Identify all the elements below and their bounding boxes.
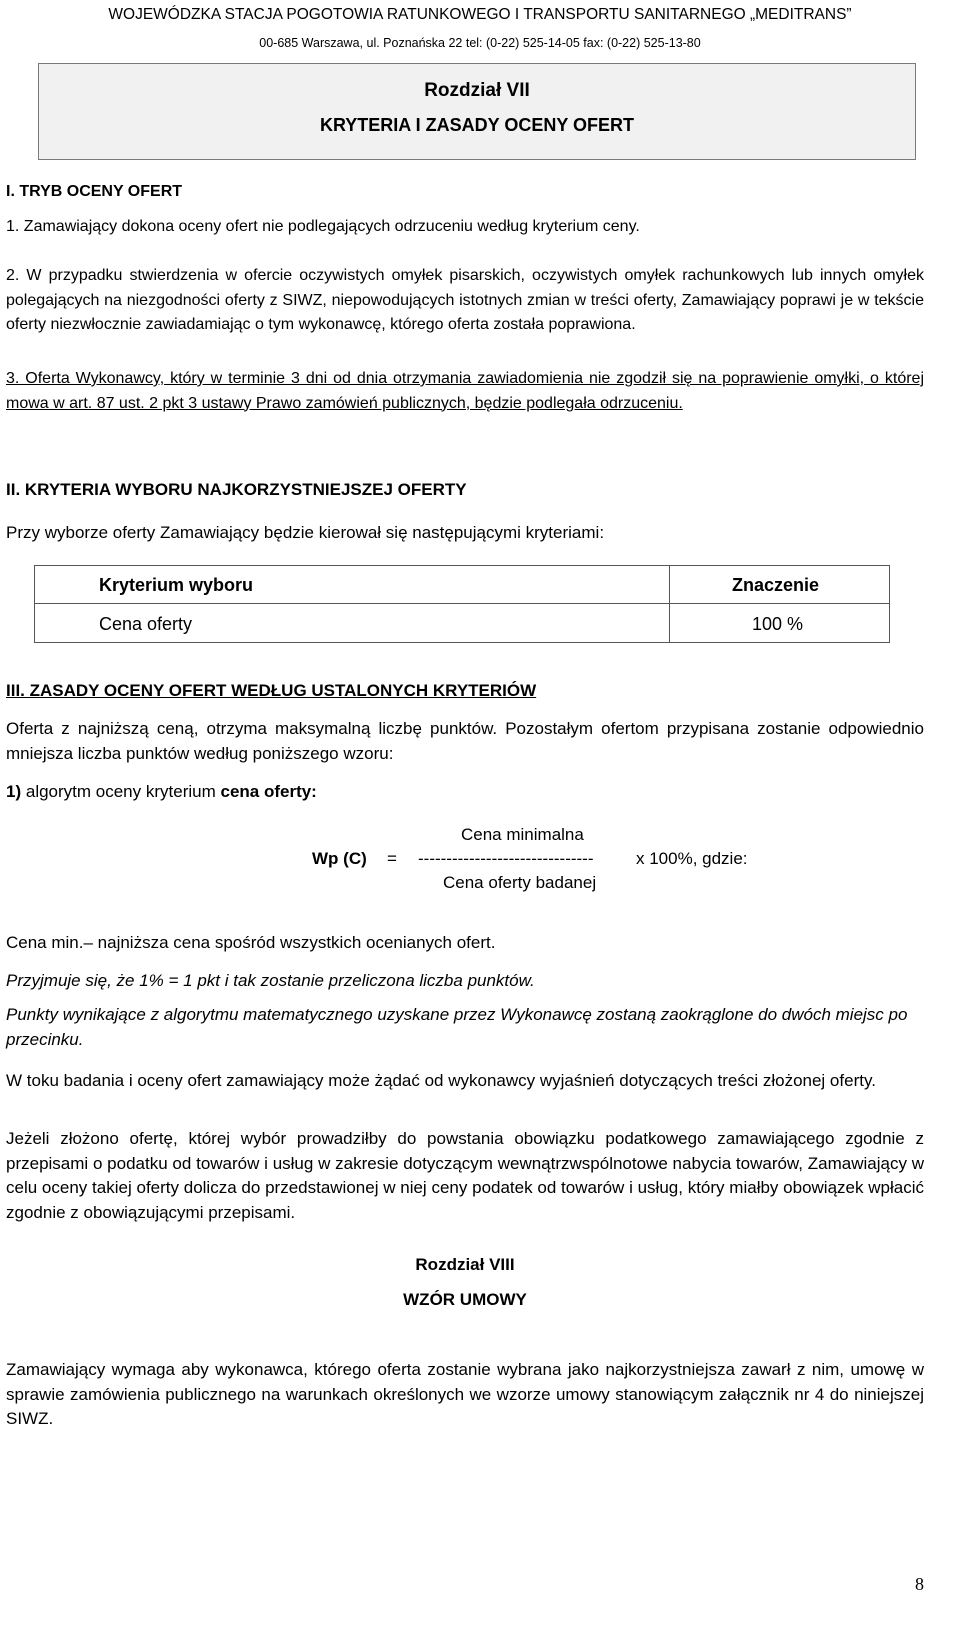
table-row-divider bbox=[35, 603, 889, 604]
header-address: 00-685 Warszawa, ul. Poznańska 22 tel: (0-22) 525-14-05 fax: (0-22) 525-13-80 bbox=[259, 36, 701, 50]
formula-fraction-line: ------------------------------- bbox=[418, 849, 594, 868]
section-1-point-1: 1. Zamawiający dokona oceny ofert nie podlegających odrzuceniu według kryterium ceny. bbox=[6, 218, 640, 235]
formula-suffix: x 100%, gdzie: bbox=[636, 849, 748, 868]
section-1-heading: I. TRYB OCENY OFERT bbox=[6, 183, 183, 200]
section-2-heading: II. KRYTERIA WYBORU NAJKORZYSTNIEJSZEJ OFERTY bbox=[6, 480, 467, 499]
chapter-7-heading-box bbox=[38, 63, 916, 160]
section-1-point-3: 3. Oferta Wykonawcy, który w terminie 3 dni od dnia otrzymania zawiadomienia nie zgodził się na poprawienie omyłki, o której mowa w art. 87 ust. 2 pkt 3 ustawy Prawo zamówień publicznych, będzie podlegała odrzuceniu. bbox=[6, 370, 924, 412]
clarification-note: W toku badania i oceny ofert zamawiający może żądać od wykonawcy wyjaśnień dotyczących treści złożonej oferty. bbox=[6, 1071, 876, 1090]
section-2-intro: Przy wyborze oferty Zamawiający będzie kierował się następującymi kryteriami: bbox=[6, 523, 605, 542]
formula-lhs: Wp (C) bbox=[312, 849, 367, 868]
min-price-definition: Cena min.– najniższa cena spośród wszystkich ocenianych ofert. bbox=[6, 933, 496, 952]
chapter-8-subtitle: WZÓR UMOWY bbox=[403, 1290, 527, 1309]
algorithm-number: 1) bbox=[6, 782, 22, 801]
chapter-8-paragraph: Zamawiający wymaga aby wykonawca, którego oferta zostanie wybrana jako najkorzystniejsza zawarł z nim, umowę w sprawie zamówienia publicznego na warunkach określonych we wzorze umowy stanowiącym załącznik nr 4 do niniejszej SIWZ. bbox=[6, 1360, 924, 1428]
chapter-8-title: Rozdział VIII bbox=[415, 1255, 515, 1274]
chapter-7-title: Rozdział VII bbox=[424, 80, 530, 101]
points-assumption: Przyjmuje się, że 1% = 1 pkt i tak zostanie przeliczona liczba punktów. bbox=[6, 971, 535, 990]
vat-paragraph: Jeżeli złożono ofertę, której wybór prowadziłby do powstania obowiązku podatkowego zamawiającego zgodnie z przepisami o podatku od towarów i usług w zakresie dotyczącym wewnątrzwspólnotowe nabycia towarów, Zamawiający w celu oceny takiej oferty dolicza do przedstawionej w niej ceny podatek od towarów i usług, który miałby obowiązek wpłacić zgodnie z obowiązującymi przepisami. bbox=[6, 1129, 924, 1222]
table-header-criterion: Kryterium wyboru bbox=[99, 575, 254, 595]
formula-denominator: Cena oferty badanej bbox=[443, 873, 597, 892]
table-cell-weight: 100 % bbox=[752, 614, 804, 634]
table-cell-criterion: Cena oferty bbox=[99, 614, 193, 634]
chapter-7-subtitle: KRYTERIA I ZASADY OCENY OFERT bbox=[319, 115, 635, 135]
section-3-paragraph-1: Oferta z najniższą ceną, otrzyma maksymalną liczbę punktów. Pozostałym ofertom przypisana zostanie odpowiednio mniejsza liczba punktów według poniższego wzoru: bbox=[6, 719, 924, 763]
algorithm-text: algorytm oceny kryterium bbox=[25, 782, 216, 801]
rounding-note: Punkty wynikające z algorytmu matematycznego uzyskane przez Wykonawcę zostaną zaokrąglone do dwóch miejsc po przecinku. bbox=[6, 1005, 908, 1049]
table-header-weight: Znaczenie bbox=[732, 575, 820, 595]
header-institution-name: WOJEWÓDZKA STACJA POGOTOWIA RATUNKOWEGO I TRANSPORTU SANITARNEGO „MEDITRANS” bbox=[108, 6, 852, 23]
page-number: 8 bbox=[915, 1574, 924, 1594]
criteria-table bbox=[34, 565, 890, 643]
algorithm-label bbox=[6, 780, 924, 805]
formula-numerator: Cena minimalna bbox=[461, 825, 584, 844]
table-column-divider bbox=[669, 566, 670, 642]
algorithm-bold-text: cena oferty: bbox=[220, 782, 317, 801]
section-1-point-2: 2. W przypadku stwierdzenia w ofercie oczywistych omyłek pisarskich, oczywistych omyłek rachunkowych lub innych omyłek polegających na niezgodności oferty z SIWZ, niepowodujących istotnych zmian w treści oferty, Zamawiający poprawi je w tekście oferty niezwłocznie zawiadamiając o tym wykonawcę, którego oferta została poprawiona. bbox=[6, 267, 924, 333]
formula-equals: = bbox=[387, 849, 397, 868]
section-3-heading: III. ZASADY OCENY OFERT WEDŁUG USTALONYCH KRYTERIÓW bbox=[6, 681, 537, 700]
